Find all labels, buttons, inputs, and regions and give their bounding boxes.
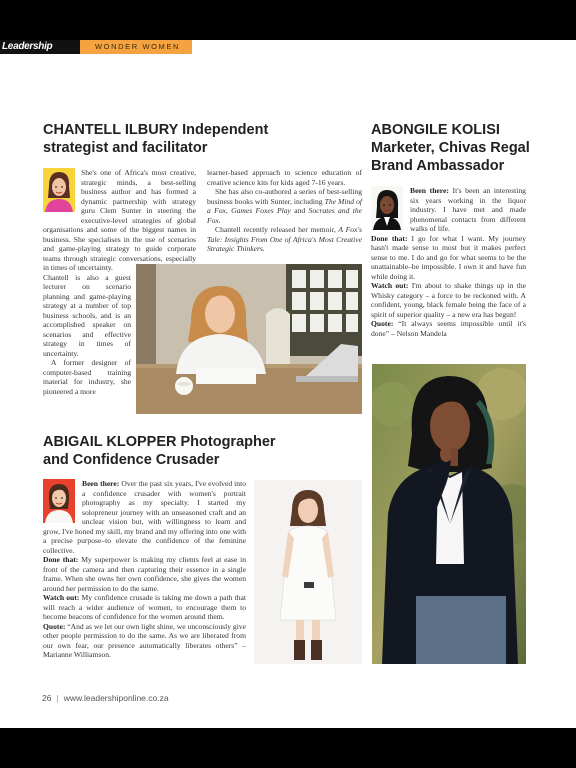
chantell-desk-photo [136, 264, 362, 414]
abigail-headline-line2: and Confidence Crusader [43, 452, 220, 468]
chantell-paragraph-5: She has also co-authored a series of best-selling business books with Sunter, including The Mind of a Fox, Games Foxes Play and Socrates and the Fox. [207, 187, 363, 225]
abigail-headline [43, 433, 283, 469]
abigail-body [43, 479, 246, 699]
chantell-paragraph-3: A former designer of computer-based training material for industry, she pioneered a more [43, 358, 131, 396]
brand-logo: Leadership [0, 40, 80, 54]
abongile-portrait-photo [372, 364, 526, 664]
abigail-headline-line1: ABIGAIL KLOPPER Photographer [43, 434, 276, 450]
footer-separator: | [56, 693, 59, 703]
chantell-headline-line2: strategist and facilitator [43, 140, 208, 156]
chantell-paragraph-4: learner-based approach to science education of creative science kits for kids aged 7-16 years. [207, 168, 362, 187]
abongile-watch-out: Watch out: I'm about to shake things up in the Whisky category – a force to be reckoned with. A confident, young, black female being the face of a spirit of superior quality – a new era has begun! [371, 281, 526, 319]
page-number: 26 [42, 693, 52, 703]
chantell-headline [43, 121, 283, 157]
abongile-done-that: Done that: I go for what I want. My journey hasn't made sense to most but it makes perfect sense to me. I do and go for what seems to be the unattainable–be impossible. I own it and have fun while doing it. [371, 233, 526, 281]
abigail-watch-out: Watch out: My confidence crusade is taking me down a path that will reach a wider audience of women, to encourage them to become beacons of confidence for the women around them. [43, 593, 246, 621]
abongile-headline [371, 121, 551, 175]
abongile-headline-line3: Brand Ambassador [371, 158, 505, 174]
abongile-body [371, 186, 526, 358]
abongile-quote: Quote: “It always seems impossible until it's done” – Nelson Mandela [371, 319, 526, 338]
abigail-done-that: Done that: My superpower is making my clients feel at ease in front of the camera and then capturing their essence in a single frame. When she owns her own confidence, she gives the women around her permission to do the same. [43, 555, 246, 593]
abongile-headline-line2: Marketer, Chivas Regal [371, 140, 530, 156]
section-title: WONDER WOMEN [80, 40, 192, 54]
abigail-quote: Quote: “And as we let our own light shine, we unconsciously give other people permission to do the same. As we are liberated from our own fear, our presence automatically liberates others” – Marianne Williamson. [43, 621, 246, 659]
chantell-paragraph-1: She's one of Africa's most creative, strategic minds, a best-selling business author and has formed a dynamic partnership with strategy guru Clem Sunter in steering the executive-level strategies of global organisations and some of the biggest names in business. She specialises in the use of scenarios and game-playing strategy to guide corporate teams through strategic conversations, especially in times of uncertainty. [43, 168, 196, 272]
chantell-headline-line1: CHANTELL ILBURY Independent [43, 122, 269, 138]
section-band [0, 40, 192, 54]
chantell-paragraph-2: Chantell is also a guest lecturer on scenario planning and game-playing strategy at a number of top business schools, and is an accomplished speaker on scenarios and effective strategy in times of uncertainty. [43, 272, 131, 358]
chantell-paragraph-6: Chantell recently released her memoir, A Fox's Tale: Insights From One of Africa's Most Creative Strategic Thinkers. [207, 225, 362, 253]
page-footer [42, 693, 169, 703]
abongile-headline-line1: ABONGILE KOLISI [371, 122, 500, 138]
abigail-portrait-photo [254, 480, 362, 664]
footer-url[interactable]: www.leadershiponline.co.za [63, 693, 169, 703]
chantell-column-2 [207, 168, 362, 254]
abigail-been-there: Been there: Over the past six years, I've evolved into a confidence crusader with women's portrait photography as my specialty. I started my solopreneur journey with an unseasoned craft and an unclear vision but, with willingness to learn and grow, I've honed my skill, my brand and my offering into one with a precise purpose–to elevate the confidence of the feminine collective. [43, 479, 246, 555]
abongile-been-there: Been there: It's been an interesting six years working in the liquor industry. I have met and made phenomenal contacts from different walks of life. [410, 186, 526, 233]
